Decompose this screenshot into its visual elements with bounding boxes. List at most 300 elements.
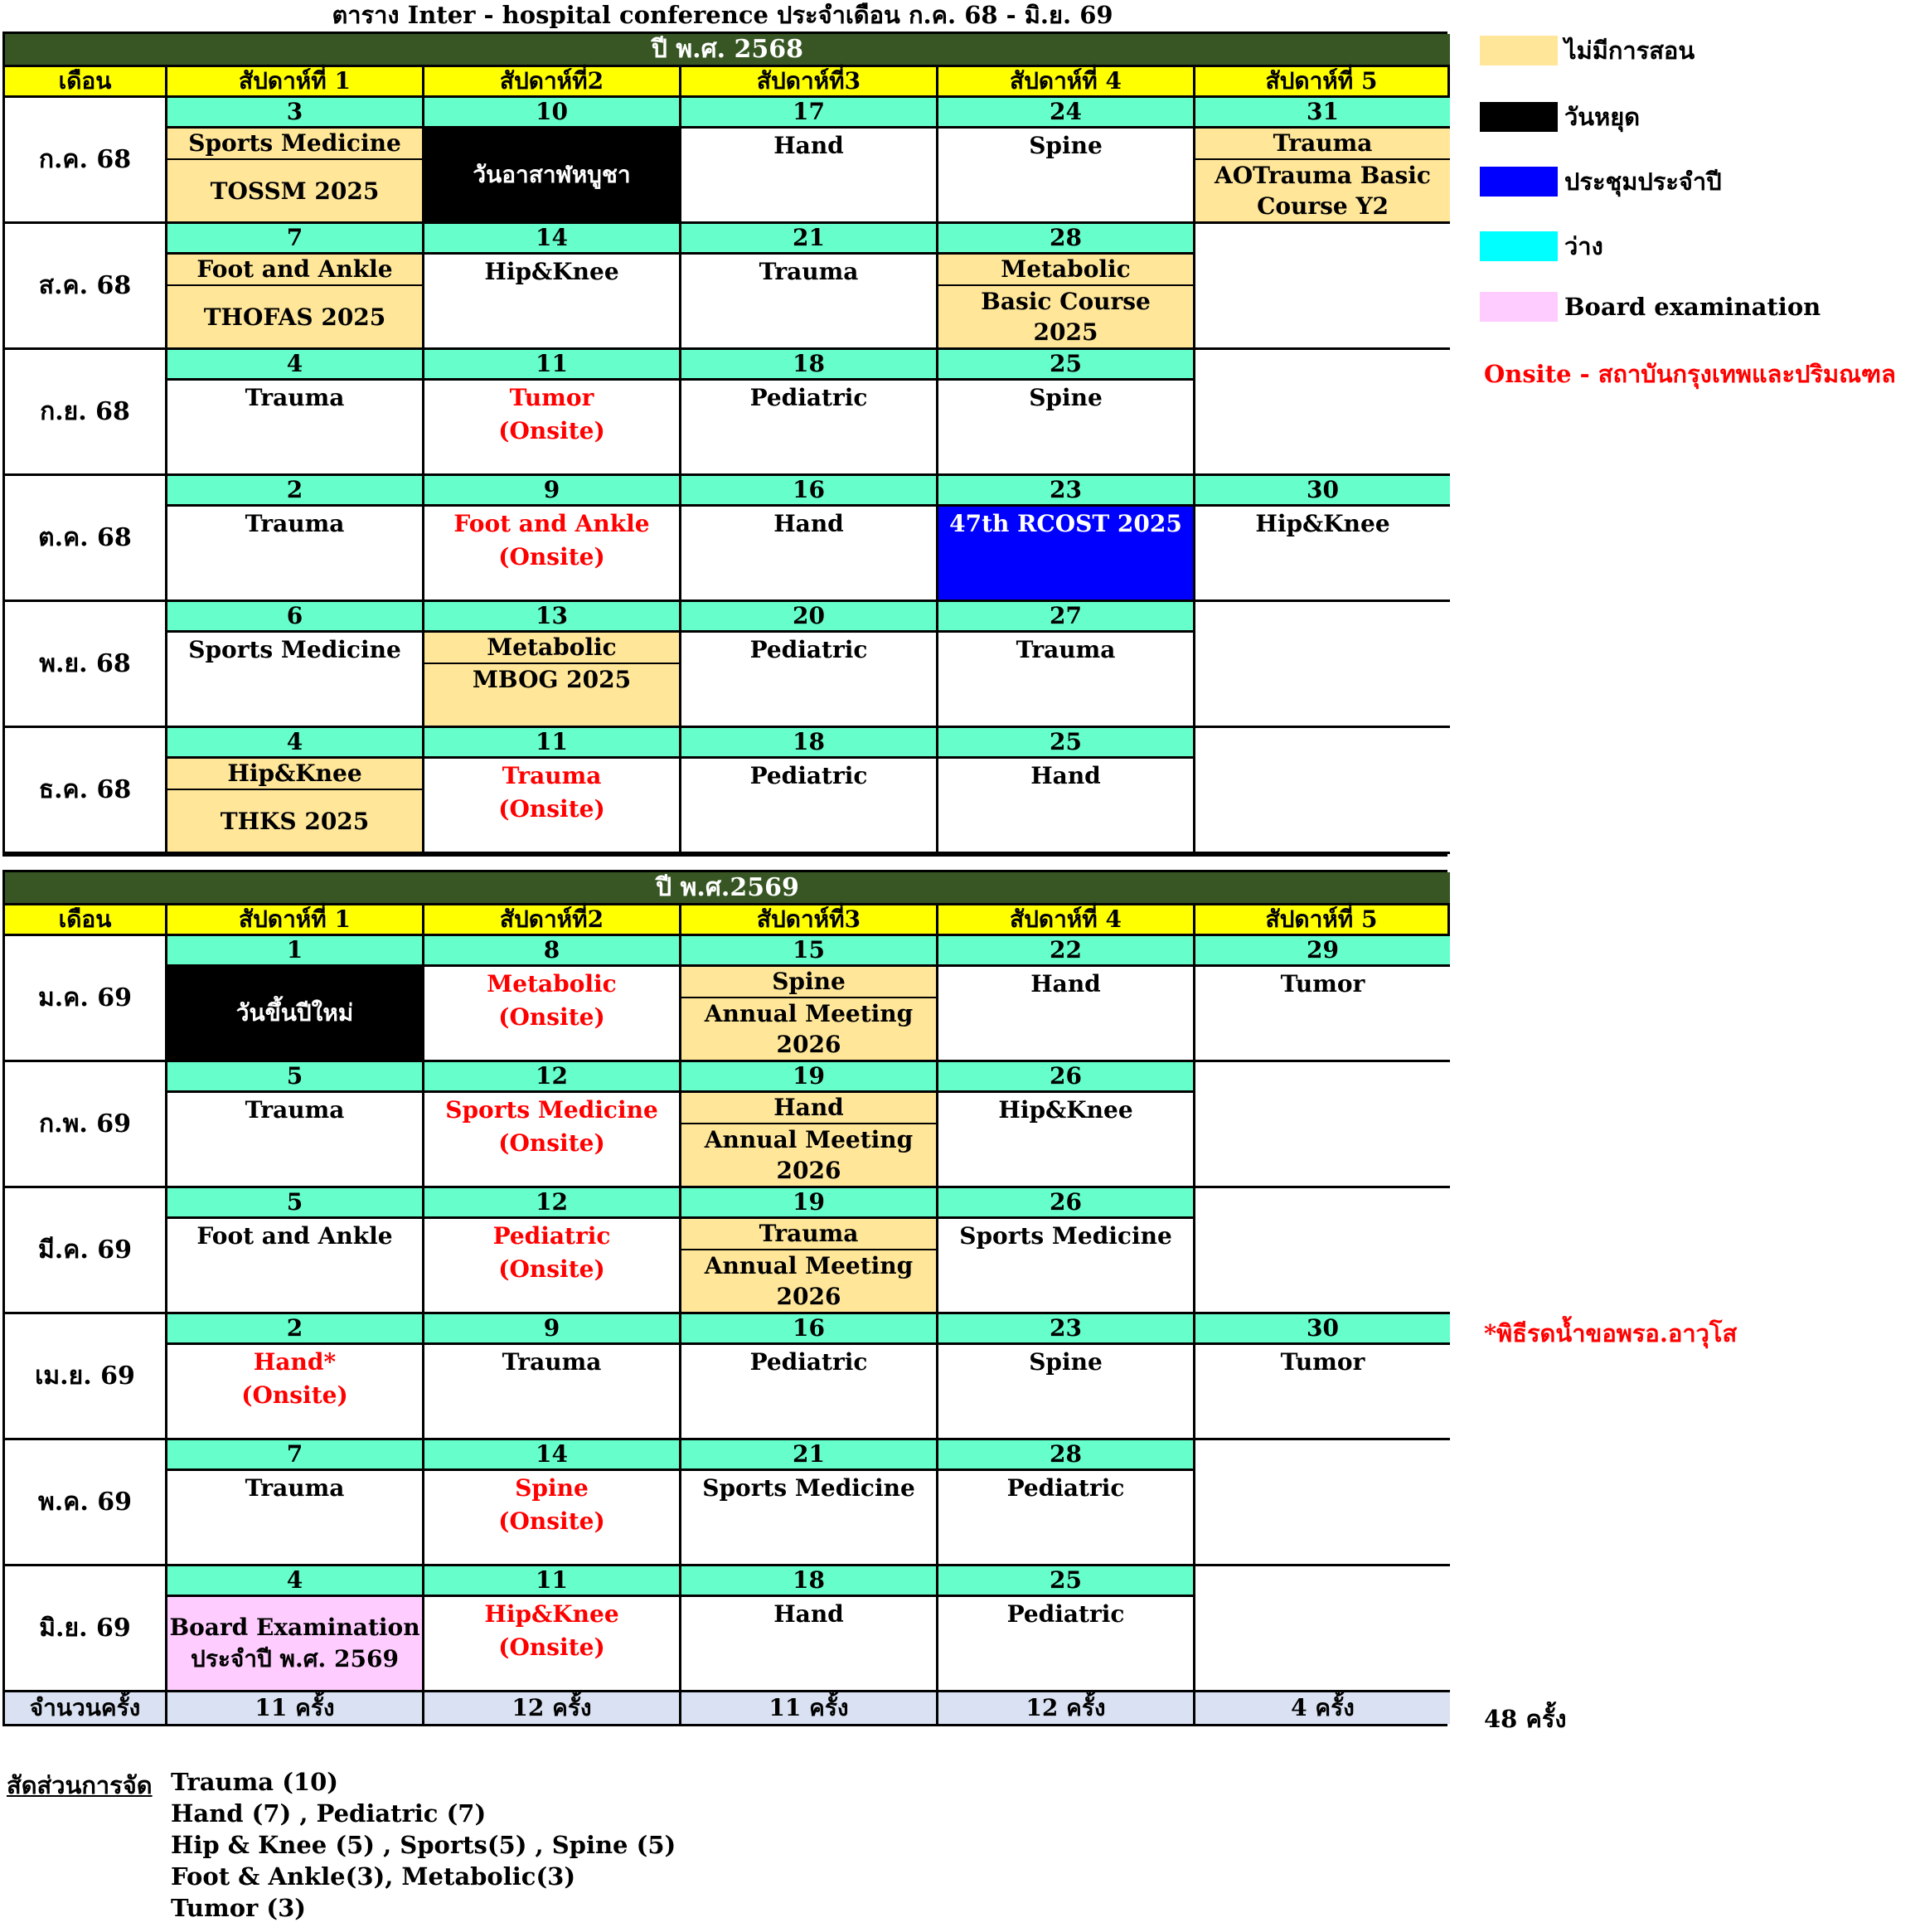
week-cell bbox=[938, 1566, 1195, 1692]
event-text: (Onsite) bbox=[498, 1003, 605, 1031]
week-cell bbox=[681, 1440, 938, 1566]
event-body bbox=[938, 759, 1193, 852]
event-body bbox=[167, 381, 422, 473]
month-label: ธ.ค. 68 bbox=[5, 728, 167, 854]
onsite-note: Onsite - สถาบันกรุงเทพและปริมณฑล bbox=[1484, 360, 1896, 388]
event-text: Trauma bbox=[245, 1474, 345, 1502]
date-number: 28 bbox=[938, 1440, 1193, 1471]
week-cell bbox=[938, 224, 1195, 350]
date-number: 12 bbox=[424, 1062, 679, 1093]
legend-item bbox=[1480, 227, 1603, 265]
week-cell bbox=[167, 98, 424, 224]
event-body bbox=[938, 1471, 1193, 1564]
date-number: 25 bbox=[938, 1566, 1193, 1597]
date-number: 19 bbox=[681, 1062, 936, 1093]
summary-item: Hip & Knee (5) , Sports(5) , Spine (5) bbox=[171, 1831, 676, 1859]
date-number: 2 bbox=[167, 476, 422, 507]
date-number: 4 bbox=[167, 1566, 422, 1597]
event-body bbox=[424, 1219, 679, 1312]
event-body bbox=[424, 255, 679, 347]
event-text: Tumor bbox=[509, 384, 594, 411]
event-detail-line: AOTrauma Basic bbox=[1215, 162, 1431, 189]
week-total: 12 ครั้ง bbox=[424, 1692, 681, 1724]
totals-label: จำนวนครั้ง bbox=[5, 1692, 167, 1724]
month-label: พ.ย. 68 bbox=[5, 602, 167, 728]
event-text: Trauma bbox=[1016, 636, 1116, 663]
event-text: Foot and Ankle bbox=[196, 1222, 393, 1250]
legend-label: วันหยุด bbox=[1564, 103, 1641, 131]
week-cell bbox=[424, 98, 681, 224]
event-text: Tumor bbox=[1280, 970, 1365, 998]
legend-swatch bbox=[1480, 231, 1558, 261]
event-text: Spine bbox=[515, 1474, 589, 1502]
month-label: มิ.ย. 69 bbox=[5, 1566, 167, 1692]
week-cell bbox=[424, 1062, 681, 1188]
event-body bbox=[681, 759, 936, 852]
event-text: Hand bbox=[773, 132, 844, 159]
week-column-header: สัปดาห์ที่ 5 bbox=[1195, 905, 1450, 936]
event-text: Pediatric bbox=[1006, 1600, 1125, 1628]
date-number: 11 bbox=[424, 728, 679, 759]
week-cell bbox=[938, 602, 1195, 728]
date-number: 25 bbox=[938, 728, 1193, 759]
event-body bbox=[167, 967, 422, 1060]
event-detail-line: TOSSM 2025 bbox=[210, 177, 380, 205]
event-text: Trauma bbox=[245, 384, 345, 411]
event-text: Tumor bbox=[1280, 1348, 1365, 1376]
week-cell bbox=[938, 1188, 1195, 1314]
date-number: 23 bbox=[938, 1314, 1193, 1345]
event-body bbox=[424, 1093, 679, 1186]
legend-label: ประชุมประจำปี bbox=[1564, 167, 1722, 196]
week-cell bbox=[167, 1440, 424, 1566]
date-number: 4 bbox=[167, 728, 422, 759]
event-text: (Onsite) bbox=[498, 543, 605, 570]
event-body bbox=[681, 1093, 936, 1186]
event-text: Pediatric bbox=[749, 384, 868, 411]
event-text: Sports Medicine bbox=[445, 1096, 658, 1124]
event-body bbox=[681, 507, 936, 600]
event-detail bbox=[938, 286, 1193, 347]
date-number: 7 bbox=[167, 224, 422, 255]
legend-swatch bbox=[1480, 292, 1558, 322]
year-header: ปี พ.ศ.2569 bbox=[5, 872, 1450, 905]
event-body bbox=[681, 129, 936, 221]
week-cell bbox=[1195, 602, 1450, 728]
event-detail-line: 2025 bbox=[1033, 318, 1098, 346]
month-label: พ.ค. 69 bbox=[5, 1440, 167, 1566]
date-number: 2 bbox=[167, 1314, 422, 1345]
legend-swatch bbox=[1480, 36, 1558, 66]
week-cell bbox=[938, 476, 1195, 602]
week-cell bbox=[681, 1188, 938, 1314]
event-body bbox=[681, 255, 936, 347]
week-cell bbox=[681, 1314, 938, 1440]
event-body bbox=[167, 507, 422, 600]
legend-item bbox=[1480, 32, 1695, 70]
week-cell bbox=[167, 602, 424, 728]
date-number: 18 bbox=[681, 350, 936, 381]
date-number: 16 bbox=[681, 476, 936, 507]
event-text: Pediatric bbox=[1006, 1474, 1125, 1502]
date-number: 7 bbox=[167, 1440, 422, 1471]
event-detail-line: Annual Meeting bbox=[704, 1000, 914, 1027]
week-cell bbox=[681, 98, 938, 224]
event-body bbox=[424, 381, 679, 473]
summary-label: สัดส่วนการจัด bbox=[7, 1771, 153, 1799]
month-label: มี.ค. 69 bbox=[5, 1188, 167, 1314]
grand-total: 48 ครั้ง bbox=[1484, 1705, 1567, 1733]
event-text: Sports Medicine bbox=[702, 1474, 915, 1502]
date-number: 28 bbox=[938, 224, 1193, 255]
event-text: (Onsite) bbox=[498, 417, 605, 444]
event-text: Hip&Knee bbox=[1255, 510, 1390, 537]
summary-item: Trauma (10) bbox=[171, 1768, 338, 1796]
week-cell bbox=[167, 1566, 424, 1692]
week-cell bbox=[167, 936, 424, 1062]
event-text: (Onsite) bbox=[498, 1633, 605, 1661]
event-topic: Hip&Knee bbox=[167, 759, 422, 790]
legend-label: ไม่มีการสอน bbox=[1564, 36, 1695, 65]
event-text: Sports Medicine bbox=[959, 1222, 1172, 1250]
legend-item bbox=[1480, 98, 1640, 136]
event-detail-line: MBOG 2025 bbox=[472, 666, 632, 693]
date-number: 13 bbox=[424, 602, 679, 633]
event-topic: Trauma bbox=[681, 1219, 936, 1250]
month-label: ก.ย. 68 bbox=[5, 350, 167, 476]
event-body bbox=[1195, 507, 1450, 600]
legend-label: ว่าง bbox=[1564, 232, 1603, 260]
date-number: 8 bbox=[424, 936, 679, 967]
week-cell bbox=[1195, 350, 1450, 476]
date-number: 18 bbox=[681, 1566, 936, 1597]
event-text: Trauma bbox=[502, 1348, 602, 1376]
week-cell bbox=[681, 224, 938, 350]
event-body bbox=[681, 1471, 936, 1564]
event-text: (Onsite) bbox=[498, 1507, 605, 1535]
date-number: 12 bbox=[424, 1188, 679, 1219]
event-detail-line: THOFAS 2025 bbox=[203, 303, 386, 331]
event-detail bbox=[1195, 160, 1450, 221]
event-topic: Sports Medicine bbox=[167, 129, 422, 160]
event-topic: Hand bbox=[681, 1093, 936, 1124]
event-body bbox=[681, 633, 936, 726]
event-topic: Spine bbox=[681, 967, 936, 998]
week-cell bbox=[424, 728, 681, 854]
event-body bbox=[424, 1345, 679, 1438]
date-number: 19 bbox=[681, 1188, 936, 1219]
date-number: 24 bbox=[938, 98, 1193, 129]
week-cell bbox=[167, 1062, 424, 1188]
date-number: 21 bbox=[681, 1440, 936, 1471]
event-body bbox=[938, 967, 1193, 1060]
week-cell bbox=[938, 1062, 1195, 1188]
month-label: ต.ค. 68 bbox=[5, 476, 167, 602]
legend-item bbox=[1480, 292, 1821, 322]
event-text: Pediatric bbox=[749, 636, 868, 663]
event-topic: Metabolic bbox=[424, 633, 679, 664]
date-number: 30 bbox=[1195, 1314, 1450, 1345]
week-cell bbox=[681, 1566, 938, 1692]
week-cell bbox=[1195, 1566, 1450, 1692]
date-number: 21 bbox=[681, 224, 936, 255]
week-cell bbox=[1195, 1440, 1450, 1566]
date-number: 29 bbox=[1195, 936, 1450, 967]
week-cell bbox=[1195, 476, 1450, 602]
summary-item: Tumor (3) bbox=[171, 1894, 307, 1922]
event-body bbox=[424, 507, 679, 600]
event-body bbox=[424, 759, 679, 852]
event-body bbox=[938, 1345, 1193, 1438]
summary-item: Hand (7) , Pediatric (7) bbox=[171, 1799, 487, 1828]
week-cell bbox=[681, 476, 938, 602]
event-text: (Onsite) bbox=[498, 1255, 605, 1283]
event-body bbox=[424, 967, 679, 1060]
event-detail-line: Course Y2 bbox=[1257, 192, 1389, 220]
event-text: Trauma bbox=[245, 510, 345, 537]
event-text: Metabolic bbox=[487, 970, 617, 998]
date-number: 14 bbox=[424, 224, 679, 255]
event-body bbox=[167, 129, 422, 221]
event-body bbox=[938, 129, 1193, 221]
week-cell bbox=[1195, 936, 1450, 1062]
event-detail-line: Annual Meeting bbox=[704, 1252, 914, 1279]
date-number: 18 bbox=[681, 728, 936, 759]
event-body bbox=[938, 1597, 1193, 1690]
event-text: Trauma bbox=[245, 1096, 345, 1124]
holiday-text: วันขึ้นปีใหม่ bbox=[235, 999, 354, 1027]
event-detail-line: 2026 bbox=[776, 1157, 841, 1184]
event-text: Hand bbox=[773, 510, 844, 537]
event-text: Hip&Knee bbox=[484, 1600, 619, 1628]
week-cell bbox=[167, 350, 424, 476]
event-text: Pediatric bbox=[749, 762, 868, 789]
board-exam-text: Board Examination bbox=[169, 1614, 420, 1641]
event-text: Hand* bbox=[253, 1348, 337, 1376]
week-cell bbox=[1195, 728, 1450, 854]
week-cell bbox=[424, 350, 681, 476]
week-column-header: สัปดาห์ที่2 bbox=[424, 67, 681, 98]
week-cell bbox=[1195, 1062, 1450, 1188]
week-column-header: สัปดาห์ที่ 1 bbox=[167, 67, 424, 98]
event-text: (Onsite) bbox=[498, 1129, 605, 1157]
event-body bbox=[938, 633, 1193, 726]
date-number: 27 bbox=[938, 602, 1193, 633]
date-number: 11 bbox=[424, 350, 679, 381]
summary-item: Foot & Ankle(3), Metabolic(3) bbox=[171, 1862, 576, 1891]
date-number: 16 bbox=[681, 1314, 936, 1345]
date-number: 30 bbox=[1195, 476, 1450, 507]
event-body bbox=[938, 381, 1193, 473]
event-detail-line: Basic Course bbox=[981, 288, 1151, 315]
date-number: 11 bbox=[424, 1566, 679, 1597]
event-detail bbox=[424, 664, 679, 726]
event-text: Spine bbox=[1029, 384, 1103, 411]
week-cell bbox=[424, 1188, 681, 1314]
legend-swatch bbox=[1480, 102, 1558, 132]
date-number: 15 bbox=[681, 936, 936, 967]
event-detail-line: Annual Meeting bbox=[704, 1126, 914, 1153]
event-body bbox=[167, 1219, 422, 1312]
week-cell bbox=[681, 350, 938, 476]
week-total: 4 ครั้ง bbox=[1195, 1692, 1450, 1724]
week-cell bbox=[938, 1314, 1195, 1440]
event-body bbox=[167, 1345, 422, 1438]
event-detail-line: 2026 bbox=[776, 1031, 841, 1058]
event-text: Foot and Ankle bbox=[453, 510, 650, 537]
week-cell bbox=[681, 936, 938, 1062]
week-cell bbox=[938, 936, 1195, 1062]
date-number: 5 bbox=[167, 1188, 422, 1219]
week-cell bbox=[167, 224, 424, 350]
event-text: Hand bbox=[773, 1600, 844, 1628]
month-label: เม.ย. 69 bbox=[5, 1314, 167, 1440]
date-number: 22 bbox=[938, 936, 1193, 967]
event-text: Hand bbox=[1030, 970, 1101, 998]
event-topic: Metabolic bbox=[938, 255, 1193, 286]
week-cell bbox=[424, 1566, 681, 1692]
event-text: Spine bbox=[1029, 1348, 1103, 1376]
event-body bbox=[681, 1219, 936, 1312]
event-text: (Onsite) bbox=[498, 795, 605, 823]
event-body bbox=[167, 255, 422, 347]
event-body bbox=[424, 1471, 679, 1564]
month-column-header: เดือน bbox=[5, 67, 167, 98]
month-label: ม.ค. 69 bbox=[5, 936, 167, 1062]
date-number: 3 bbox=[167, 98, 422, 129]
event-body bbox=[167, 1471, 422, 1564]
week-cell bbox=[167, 476, 424, 602]
week-cell bbox=[938, 98, 1195, 224]
holiday-text: วันอาสาฬหบูชา bbox=[473, 161, 631, 188]
week-column-header: สัปดาห์ที่2 bbox=[424, 905, 681, 936]
event-detail-line: THKS 2025 bbox=[220, 807, 370, 835]
week-cell bbox=[938, 1440, 1195, 1566]
week-total: 11 ครั้ง bbox=[167, 1692, 424, 1724]
year-header: ปี พ.ศ. 2568 bbox=[5, 34, 1450, 67]
event-body bbox=[681, 381, 936, 473]
week-cell bbox=[1195, 98, 1450, 224]
event-topic: Trauma bbox=[1195, 129, 1450, 160]
legend-label: Board examination bbox=[1564, 293, 1821, 321]
date-number: 20 bbox=[681, 602, 936, 633]
week-column-header: สัปดาห์ที่ 4 bbox=[938, 67, 1195, 98]
event-text: Trauma bbox=[759, 258, 859, 285]
date-number: 17 bbox=[681, 98, 936, 129]
hand-footnote: *พิธีรดน้ำขอพรอ.อาวุโส bbox=[1484, 1319, 1738, 1347]
date-number: 31 bbox=[1195, 98, 1450, 129]
event-detail bbox=[681, 1124, 936, 1186]
event-body bbox=[167, 1597, 422, 1690]
event-text: Hip&Knee bbox=[484, 258, 619, 285]
event-body bbox=[1195, 129, 1450, 221]
date-number: 5 bbox=[167, 1062, 422, 1093]
event-body bbox=[938, 1219, 1193, 1312]
week-total: 11 ครั้ง bbox=[681, 1692, 938, 1724]
week-cell bbox=[681, 602, 938, 728]
date-number: 1 bbox=[167, 936, 422, 967]
event-text: Hand bbox=[1030, 762, 1101, 789]
event-detail bbox=[681, 998, 936, 1060]
week-cell bbox=[424, 224, 681, 350]
week-cell bbox=[424, 1440, 681, 1566]
event-body bbox=[681, 1345, 936, 1438]
date-number: 9 bbox=[424, 476, 679, 507]
event-detail bbox=[167, 790, 422, 852]
week-cell bbox=[681, 728, 938, 854]
week-column-header: สัปดาห์ที่3 bbox=[681, 905, 938, 936]
page-title: ตาราง Inter - hospital conference ประจำเดือน ก.ค. 68 - มิ.ย. 69 bbox=[332, 1, 1113, 29]
schedule-table-2568 bbox=[2, 32, 1447, 857]
event-text: Sports Medicine bbox=[188, 636, 401, 663]
event-text: Pediatric bbox=[749, 1348, 868, 1376]
event-text: Pediatric bbox=[492, 1222, 611, 1250]
event-topic: Foot and Ankle bbox=[167, 255, 422, 286]
schedule-table-2569 bbox=[2, 870, 1447, 1726]
board-exam-text: ประจำปี พ.ศ. 2569 bbox=[191, 1645, 399, 1672]
month-label: ส.ค. 68 bbox=[5, 224, 167, 350]
event-body bbox=[938, 255, 1193, 347]
week-column-header: สัปดาห์ที่3 bbox=[681, 67, 938, 98]
month-column-header: เดือน bbox=[5, 905, 167, 936]
week-cell bbox=[1195, 1314, 1450, 1440]
event-body bbox=[424, 129, 679, 221]
week-column-header: สัปดาห์ที่ 1 bbox=[167, 905, 424, 936]
week-cell bbox=[1195, 1188, 1450, 1314]
date-number: 6 bbox=[167, 602, 422, 633]
week-cell bbox=[681, 1062, 938, 1188]
conference-text: 47th RCOST 2025 bbox=[949, 510, 1182, 537]
week-cell bbox=[424, 476, 681, 602]
event-detail bbox=[681, 1250, 936, 1312]
week-cell bbox=[167, 1188, 424, 1314]
event-text: Spine bbox=[1029, 132, 1103, 159]
week-cell bbox=[424, 602, 681, 728]
week-column-header: สัปดาห์ที่ 4 bbox=[938, 905, 1195, 936]
event-text: Hip&Knee bbox=[998, 1096, 1133, 1124]
week-cell bbox=[424, 1314, 681, 1440]
date-number: 23 bbox=[938, 476, 1193, 507]
date-number: 14 bbox=[424, 1440, 679, 1471]
event-body bbox=[938, 507, 1193, 600]
date-number: 26 bbox=[938, 1188, 1193, 1219]
event-body bbox=[167, 633, 422, 726]
date-number: 9 bbox=[424, 1314, 679, 1345]
legend-swatch bbox=[1480, 167, 1558, 197]
event-body bbox=[681, 1597, 936, 1690]
event-body bbox=[1195, 1345, 1450, 1438]
event-body bbox=[167, 759, 422, 852]
week-cell bbox=[938, 728, 1195, 854]
event-body bbox=[424, 1597, 679, 1690]
event-detail bbox=[167, 286, 422, 347]
event-body bbox=[1195, 967, 1450, 1060]
event-body bbox=[938, 1093, 1193, 1186]
event-body bbox=[167, 1093, 422, 1186]
week-cell bbox=[167, 1314, 424, 1440]
date-number: 25 bbox=[938, 350, 1193, 381]
week-cell bbox=[1195, 224, 1450, 350]
event-detail-line: 2026 bbox=[776, 1283, 841, 1310]
date-number: 10 bbox=[424, 98, 679, 129]
week-cell bbox=[424, 936, 681, 1062]
week-cell bbox=[167, 728, 424, 854]
event-text: (Onsite) bbox=[241, 1381, 348, 1409]
week-total: 12 ครั้ง bbox=[938, 1692, 1195, 1724]
event-text: Trauma bbox=[502, 762, 602, 789]
event-body bbox=[681, 967, 936, 1060]
week-column-header: สัปดาห์ที่ 5 bbox=[1195, 67, 1450, 98]
